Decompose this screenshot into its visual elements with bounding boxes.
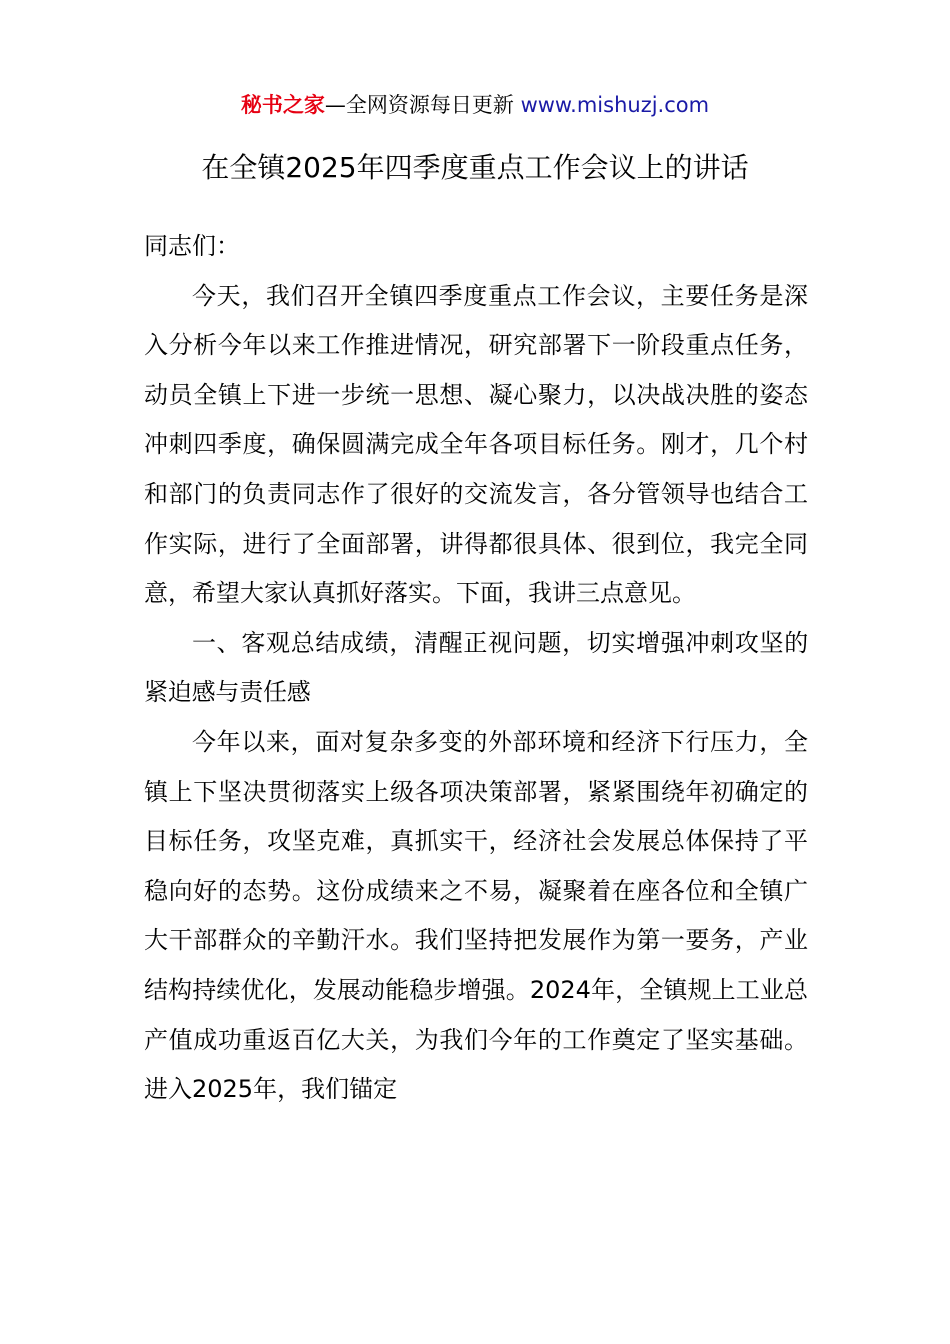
section-heading-1: 一、客观总结成绩，清醒正视问题，切实增强冲刺攻坚的紧迫感与责任感 xyxy=(144,628,808,707)
document-title: 在全镇2025年四季度重点工作会议上的讲话 xyxy=(201,151,749,184)
header-dash: — xyxy=(324,93,346,117)
brand-name: 秘书之家 xyxy=(240,93,325,117)
salutation: 同志们： xyxy=(144,232,240,260)
header-tagline: 全网资源每日更新 xyxy=(345,93,514,117)
paragraph-section-1: 今年以来，面对复杂多变的外部环境和经济下行压力，全镇上下坚决贯彻落实上级各项决策部署，紧紧围绕年初确定的目标任务，攻坚克难，真抓实干，经济社会发展总体保持了平稳向好的态势。这份成绩来之不易，凝聚着在座各位和全镇广大干部群众的辛勤汗水。我们坚持把发展作为第一要务，产业结构持续优化，发展动能稳步增强。2024年，全镇规上工业总产值成功重返百亿大关，为我们今年的工作奠定了坚实基础。进入2025年，我们锚定 xyxy=(144,727,808,1104)
site-header xyxy=(0,88,950,122)
document-body xyxy=(144,222,808,1115)
paragraph-intro: 今天，我们召开全镇四季度重点工作会议，主要任务是深入分析今年以来工作推进情况，研究部署下一阶段重点任务，动员全镇上下进一步统一思想、凝心聚力，以决战决胜的姿态冲刺四季度，确保圆满完成全年各项目标任务。刚才，几个村和部门的负责同志作了很好的交流发言，各分管领导也结合工作实际，进行了全面部署，讲得都很具体、很到位，我完全同意，希望大家认真抓好落实。下面，我讲三点意见。 xyxy=(144,281,808,608)
site-url-link[interactable]: www.mishuzj.com xyxy=(520,93,710,117)
